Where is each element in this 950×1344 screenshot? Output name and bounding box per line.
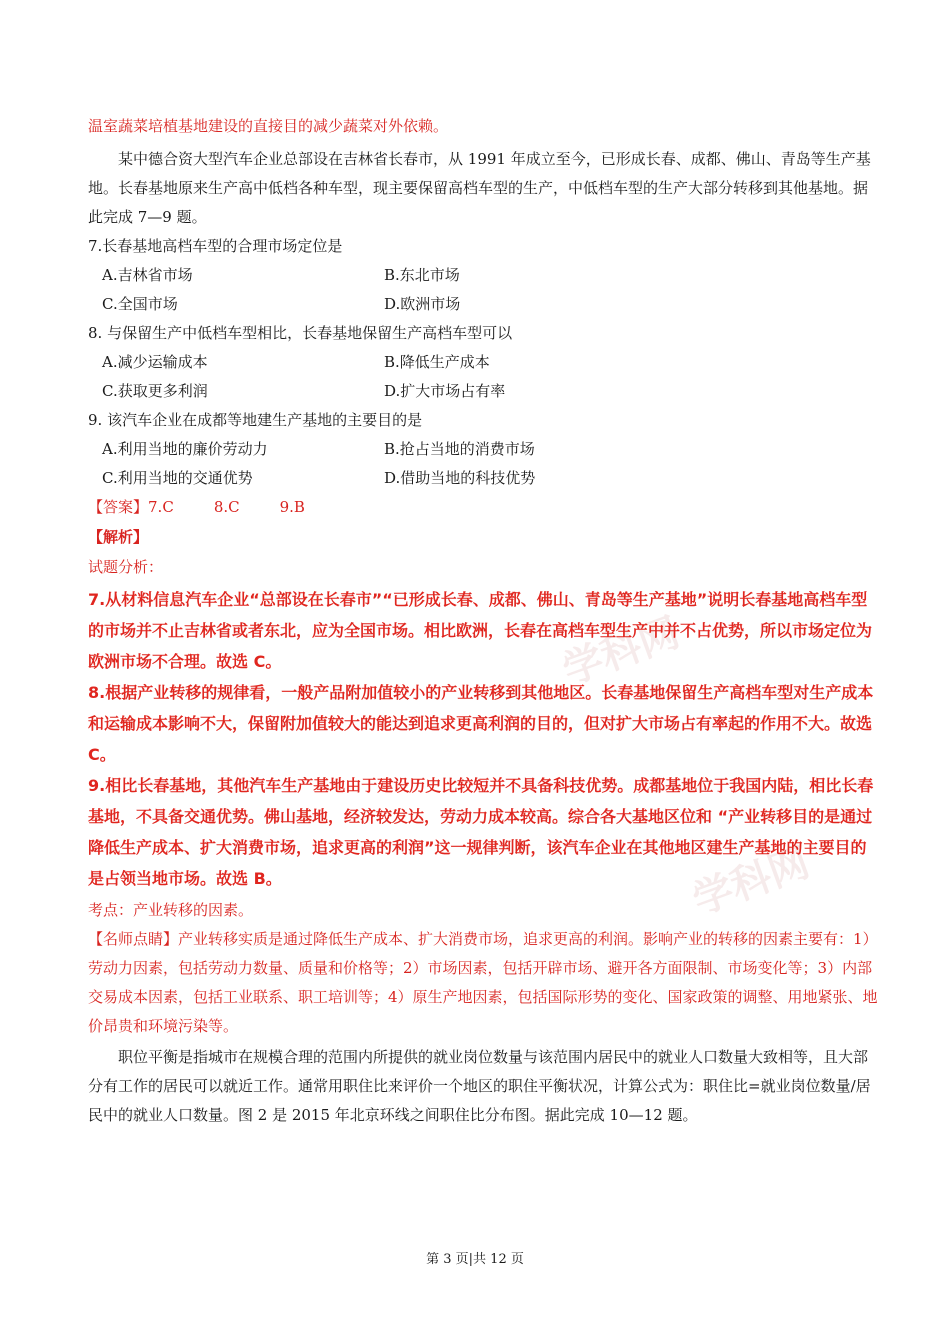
- option-c[interactable]: C.利用当地的交通优势: [102, 469, 253, 487]
- option-d[interactable]: D.扩大市场占有率: [384, 382, 506, 400]
- option-b[interactable]: B.东北市场: [384, 266, 460, 284]
- option-a[interactable]: A.减少运输成本: [102, 353, 208, 371]
- mingshi-label: 【名师点睛】: [88, 930, 179, 948]
- option-b[interactable]: B.抢占当地的消费市场: [384, 440, 535, 458]
- analysis-9: 9.相比长春基地，其他汽车生产基地由于建设历史比较短并不具备科技优势。成都基地位于我国内陆，相比长春基地，不具备交通优势。佛山基地，经济较发达，劳动力成本较高。综合各大基地区位和 “产业转移目的是通过降低生产成本、扩大消费市场，追求更高的利润”这一规律判断，该汽车企业在其他地区建生产基地的主要目的是占领当地市场。故选 B。: [88, 776, 874, 888]
- analysis-7: 7.从材料信息汽车企业“总部设在长春市”“已形成长春、成都、佛山、青岛等生产基地”说明长春基地高档车型的市场并不止吉林省或者东北，应为全国市场。相比欧洲，长春在高档车型生产中并不占优势，所以市场定位为欧洲市场不合理。故选 C。: [88, 590, 873, 671]
- option-a[interactable]: A.利用当地的廉价劳动力: [102, 440, 268, 458]
- question-8-options-row1: [88, 348, 880, 377]
- answer-line: [88, 493, 880, 522]
- passage-2: 职位平衡是指城市在规模合理的范围内所提供的就业岗位数量与该范围内居民中的就业人口数量大致相等，且大部分有工作的居民可以就近工作。通常用职住比来评价一个地区的职住平衡状况，计算公式为：职住比=就业岗位数量/居民中的就业人口数量。图 2 是 2015 年北京环线之间职住比分布图。据此完成 10—12 题。: [88, 1048, 871, 1124]
- watermark: 学科网: [556, 609, 686, 694]
- page-footer: 第 3 页|共 12 页: [426, 1252, 524, 1267]
- option-a[interactable]: A.吉林省市场: [102, 266, 193, 284]
- answer-label: 【答案】: [88, 498, 149, 516]
- mingshi-block: [88, 925, 880, 1041]
- question-7-stem: 7.长春基地高档车型的合理市场定位是: [88, 237, 343, 255]
- option-d[interactable]: D.欧洲市场: [384, 295, 461, 313]
- option-b[interactable]: B.降低生产成本: [384, 353, 490, 371]
- passage-1: 某中德合资大型汽车企业总部设在吉林省长春市，从 1991 年成立至今，已形成长春、成都、佛山、青岛等生产基地。长春基地原来生产高中低档各种车型，现主要保留高档车型的生产，中低档车型的生产大部分转移到其他基地。据此完成 7—9 题。: [88, 150, 871, 226]
- option-c[interactable]: C.全国市场: [102, 295, 178, 313]
- question-7-options-row1: [88, 261, 880, 290]
- question-7-options-row2: [88, 290, 880, 319]
- question-8-options-row2: [88, 377, 880, 406]
- question-9-options-row1: [88, 435, 880, 464]
- question-9-stem: 9. 该汽车企业在成都等地建生产基地的主要目的是: [88, 411, 423, 429]
- kaodian-line: 考点：产业转移的因素。: [88, 901, 254, 919]
- answer-8: 8.C: [213, 498, 240, 516]
- watermark: 学科网: [686, 839, 816, 924]
- intro-red-line: 温室蔬菜培植基地建设的直接目的减少蔬菜对外依赖。: [88, 117, 449, 135]
- analysis-8: 8.根据产业转移的规律看，一般产品附加值较小的产业转移到其他地区。长春基地保留生产高档车型对生产成本和运输成本影响不大，保留附加值较大的能达到追求更高利润的目的，但对扩大市场占有率起的作用不大。故选 C。: [88, 683, 874, 764]
- answer-9: 9.B: [279, 498, 305, 516]
- analysis-subtitle: 试题分析：: [88, 558, 164, 576]
- option-d[interactable]: D.借助当地的科技优势: [384, 469, 536, 487]
- question-9-options-row2: [88, 464, 880, 493]
- mingshi-text: 产业转移实质是通过降低生产成本、扩大消费市场，追求更高的利润。影响产业的转移的因素主要有：1）劳动力因素，包括劳动力数量、质量和价格等；2）市场因素，包括开辟市场、避开各方面限制、市场变化等；3）内部交易成本因素，包括工业联系、职工培训等；4）原生产地因素，包括国际形势的变化、国家政策的调整、用地紧张、地价昂贵和环境污染等。: [88, 930, 878, 1035]
- analysis-label: 【解析】: [88, 528, 149, 546]
- answer-7: 7.C: [148, 498, 174, 516]
- document-page: [88, 112, 880, 1130]
- option-c[interactable]: C.获取更多利润: [102, 382, 208, 400]
- question-8-stem: 8. 与保留生产中低档车型相比，长春基地保留生产高档车型可以: [88, 324, 513, 342]
